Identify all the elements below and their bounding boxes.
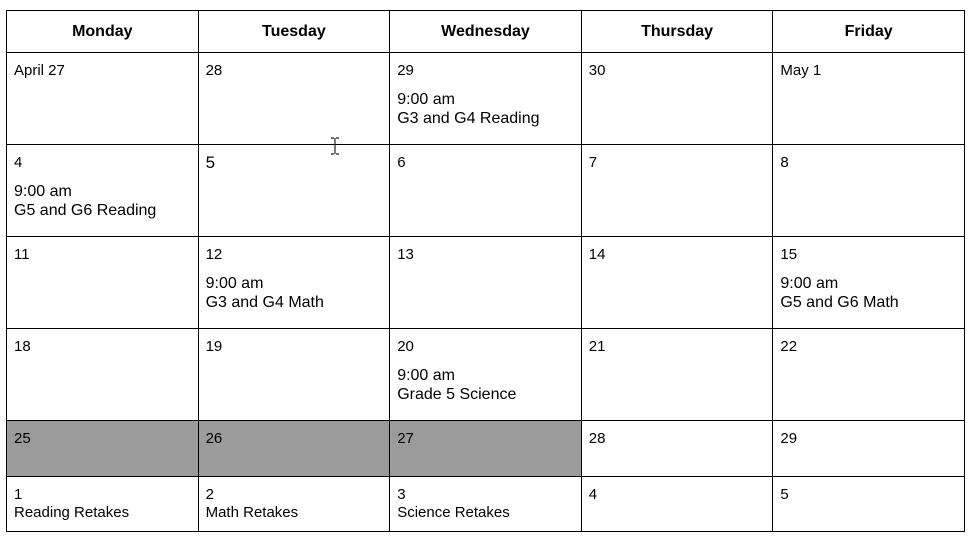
week-row — [7, 237, 965, 329]
date-number: 20 — [397, 338, 414, 355]
date-number: 22 — [780, 338, 798, 355]
date-number: 19 — [205, 338, 223, 355]
date-number: 29 — [780, 430, 798, 447]
date-number: 2 — [205, 486, 214, 503]
day-cell-shaded[interactable] — [198, 421, 390, 477]
week-row — [7, 477, 965, 532]
date-number: April 27 — [14, 62, 65, 79]
date-number: 8 — [780, 154, 789, 171]
calendar-table — [6, 10, 965, 532]
day-cell[interactable] — [773, 421, 965, 477]
header-friday[interactable]: Friday — [773, 11, 965, 53]
week-row — [7, 421, 965, 477]
day-cell[interactable] — [773, 329, 965, 421]
date-number: 5 — [780, 486, 789, 503]
event — [397, 90, 574, 128]
day-cell[interactable] — [390, 53, 582, 145]
date-number: 12 — [205, 246, 223, 263]
date-number: 7 — [588, 154, 598, 171]
header-monday[interactable]: Monday — [7, 11, 199, 53]
day-cell[interactable] — [390, 237, 582, 329]
day-cell[interactable] — [581, 237, 773, 329]
day-cell[interactable] — [581, 477, 773, 532]
header-tuesday[interactable]: Tuesday — [198, 11, 390, 53]
date-number: 15 — [780, 246, 798, 263]
event-title: G3 and G4 Reading — [397, 110, 540, 127]
retake-note: Reading Retakes — [14, 504, 130, 521]
weekday-header-row — [7, 11, 965, 53]
day-cell-shaded[interactable] — [7, 421, 199, 477]
date-number: 11 — [14, 246, 30, 263]
header-wednesday[interactable]: Wednesday — [390, 11, 582, 53]
event — [397, 366, 574, 404]
event-time: 9:00 am — [397, 367, 455, 384]
event-time: 9:00 am — [780, 275, 839, 292]
date-number: 28 — [205, 62, 223, 79]
day-cell[interactable] — [581, 421, 773, 477]
date-number: 30 — [588, 62, 606, 79]
date-number: 6 — [397, 154, 406, 171]
event-time: 9:00 am — [205, 275, 264, 292]
event-title: G3 and G4 Math — [205, 294, 324, 311]
date-number: 5 — [205, 153, 216, 172]
day-cell[interactable] — [773, 237, 965, 329]
header-thursday[interactable]: Thursday — [581, 11, 773, 53]
day-cell[interactable] — [773, 477, 965, 532]
day-cell[interactable] — [198, 53, 390, 145]
date-number: 1 — [14, 486, 23, 503]
date-number: 26 — [205, 430, 223, 447]
day-cell[interactable] — [390, 329, 582, 421]
date-number: 13 — [397, 246, 414, 263]
date-number: 28 — [588, 430, 606, 447]
day-cell[interactable] — [7, 53, 199, 145]
day-cell[interactable] — [198, 145, 390, 237]
date-number: 4 — [588, 486, 598, 503]
date-number: 18 — [14, 338, 31, 355]
day-cell[interactable] — [198, 237, 390, 329]
text-cursor-icon — [330, 137, 340, 155]
event-time: 9:00 am — [14, 183, 72, 200]
day-cell[interactable] — [7, 237, 199, 329]
day-cell[interactable] — [390, 477, 582, 532]
day-cell[interactable] — [581, 145, 773, 237]
date-number: 14 — [588, 246, 606, 263]
date-number: May 1 — [780, 62, 822, 79]
day-cell[interactable] — [7, 477, 199, 532]
date-number: 29 — [397, 62, 414, 79]
retake-note: Math Retakes — [205, 504, 299, 521]
week-row — [7, 145, 965, 237]
event-title: Grade 5 Science — [397, 386, 517, 403]
day-cell[interactable] — [581, 53, 773, 145]
retake-note: Science Retakes — [397, 504, 510, 521]
event-time: 9:00 am — [397, 91, 455, 108]
date-number: 21 — [588, 338, 606, 355]
date-number: 4 — [14, 154, 23, 171]
event-title: G5 and G6 Reading — [14, 202, 157, 219]
event — [780, 274, 957, 312]
day-cell[interactable] — [390, 145, 582, 237]
day-cell[interactable] — [7, 329, 199, 421]
event — [206, 274, 383, 312]
day-cell[interactable] — [581, 329, 773, 421]
day-cell[interactable] — [773, 145, 965, 237]
week-row — [7, 53, 965, 145]
date-number: 27 — [397, 430, 414, 447]
day-cell[interactable] — [198, 477, 390, 532]
day-cell-shaded[interactable] — [390, 421, 582, 477]
day-cell[interactable] — [198, 329, 390, 421]
event — [14, 182, 191, 220]
day-cell[interactable] — [7, 145, 199, 237]
event-title: G5 and G6 Math — [780, 294, 899, 311]
date-number: 3 — [397, 486, 406, 503]
day-cell[interactable] — [773, 53, 965, 145]
date-number: 25 — [14, 430, 31, 447]
week-row — [7, 329, 965, 421]
